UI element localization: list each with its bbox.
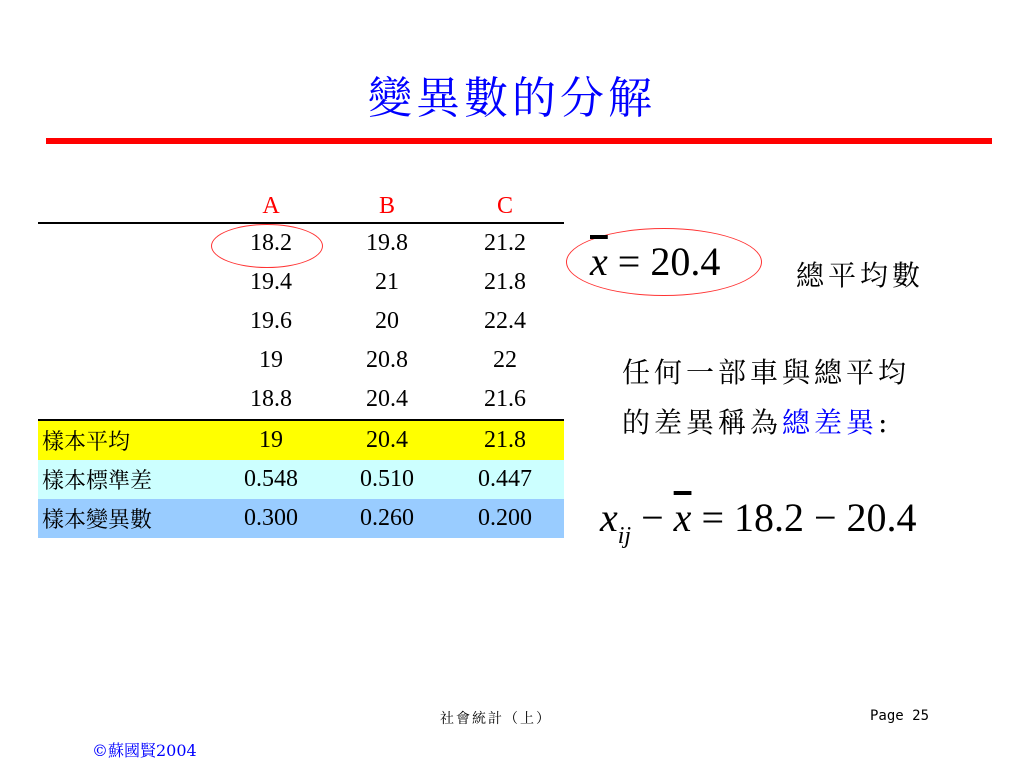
copyright-notice: ©蘇國賢2004 (92, 741, 197, 760)
cell-a: 19.4 (250, 269, 292, 295)
cell-b: 20.8 (366, 347, 408, 373)
cell-b: 19.8 (366, 230, 408, 256)
mean-c: 21.8 (446, 420, 564, 460)
xbar-symbol: $\overline{x}$ (590, 239, 608, 284)
var-a: 0.300 (214, 499, 328, 538)
table-header-row (38, 190, 564, 223)
sample-mean-row (38, 420, 564, 460)
row-label (38, 380, 214, 420)
table-row (38, 263, 564, 302)
description-line-2 (622, 398, 910, 448)
cell-c: 22 (493, 347, 517, 373)
table-row (38, 341, 564, 380)
course-title: 社會統計（上） (440, 711, 552, 727)
total-deviation-term: 總差異 (782, 406, 879, 439)
page-value: 25 (912, 708, 930, 724)
row-label (38, 263, 214, 302)
equals-sign: = (691, 495, 734, 540)
cell-a: 18.8 (250, 386, 292, 412)
sample-sd-label: 樣本標準差 (38, 460, 214, 499)
sd-b: 0.510 (328, 460, 446, 499)
header-blank (38, 190, 214, 223)
cell-b: 20 (375, 308, 399, 334)
cell-c: 22.4 (484, 308, 526, 334)
sd-a: 0.548 (214, 460, 328, 499)
cell-a: 19 (259, 347, 283, 373)
description-prefix: 的差異稱為 (622, 406, 783, 439)
header-c: C (446, 190, 564, 223)
total-deviation-description (622, 348, 910, 448)
grand-mean-value: 20.4 (650, 239, 721, 284)
page-number (870, 708, 929, 724)
mean-a: 19 (214, 420, 328, 460)
row-label (38, 223, 214, 263)
cell-a: 19.6 (250, 308, 292, 334)
cell-c: 21.8 (484, 269, 526, 295)
mean-b: 20.4 (328, 420, 446, 460)
header-b: B (328, 190, 446, 223)
sample-sd-row (38, 460, 564, 499)
highlight-circle-18-2 (211, 224, 323, 268)
table-row (38, 380, 564, 420)
x-symbol: x (600, 495, 618, 540)
table-row (38, 302, 564, 341)
ij-subscript: ij (617, 523, 632, 549)
cell-a: 18.2 (250, 230, 292, 256)
header-a: A (214, 190, 328, 223)
sample-variance-label: 樣本變異數 (38, 499, 214, 538)
cell-b: 20.4 (366, 386, 408, 412)
page-label: Page (870, 708, 904, 724)
title-divider (46, 138, 992, 144)
deviation-rhs: 18.2 − 20.4 (734, 495, 917, 540)
xbar-symbol: $\overline{x}$ (673, 495, 692, 540)
sample-mean-label: 樣本平均 (38, 420, 214, 460)
cell-c: 21.6 (484, 386, 526, 412)
var-c: 0.200 (446, 499, 564, 538)
row-label (38, 302, 214, 341)
equals-sign: = (607, 239, 651, 284)
deviation-formula (600, 494, 917, 550)
slide-title: 變異數的分解 (368, 73, 656, 124)
description-suffix: : (878, 406, 892, 439)
grand-mean-formula (590, 238, 720, 285)
var-b: 0.260 (328, 499, 446, 538)
sample-variance-row (38, 499, 564, 538)
sd-c: 0.447 (446, 460, 564, 499)
grand-mean-label: 總平均數 (796, 259, 925, 292)
cell-c: 21.2 (484, 230, 526, 256)
row-label (38, 341, 214, 380)
cell-b: 21 (375, 269, 399, 295)
minus-sign: − (631, 495, 674, 540)
description-line-1: 任何一部車與總平均 (622, 356, 911, 389)
